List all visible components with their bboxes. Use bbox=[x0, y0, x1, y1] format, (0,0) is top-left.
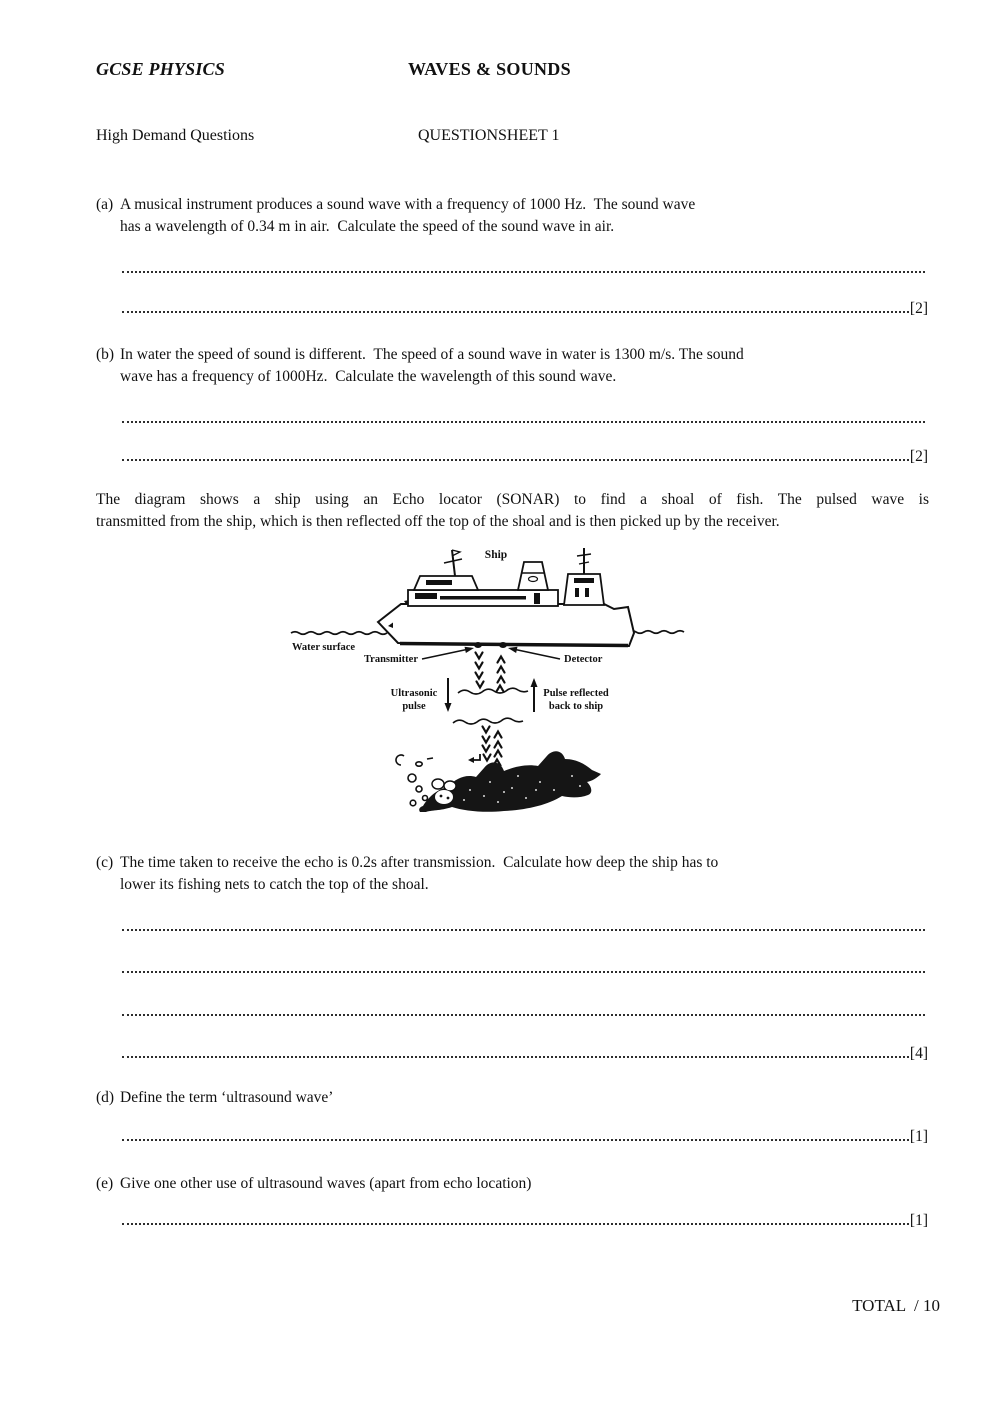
intro-text-line: The diagram shows a ship using an Echo locator (SONAR) to find a shoal of fish. The pulsed wave is bbox=[96, 491, 929, 508]
intro-text-line: transmitted from the ship, which is then reflected off the top of the shoal and is then picked up by the receiver. bbox=[96, 513, 780, 530]
detector-transducer bbox=[499, 642, 507, 648]
ship-illustration bbox=[378, 548, 634, 648]
question-b-text-line: wave has a frequency of 1000Hz. Calculate the wavelength of this sound wave. bbox=[120, 368, 617, 385]
intro-paragraph bbox=[96, 489, 929, 533]
answer-line bbox=[122, 443, 928, 465]
question-b-text-line: In water the speed of sound is different. The speed of a sound wave in water is 1300 m/s. The sound bbox=[120, 346, 744, 363]
dotted-answer-line bbox=[122, 956, 925, 973]
question-a-text-line: has a wavelength of 0.34 m in air. Calculate the speed of the sound wave in air. bbox=[120, 218, 615, 235]
detector-label: Detector bbox=[564, 654, 603, 665]
question-d-label: (d) bbox=[96, 1089, 115, 1106]
ultrasonic-pulse-label-line1: Ultrasonic bbox=[390, 688, 438, 699]
dotted-answer-line bbox=[122, 256, 925, 273]
pulse-reflected-label-line1: Pulse reflected bbox=[543, 688, 609, 699]
question-e-text-line: Give one other use of ultrasound waves (apart from echo location) bbox=[120, 1175, 532, 1192]
transmitter-transducer bbox=[474, 642, 482, 648]
ultrasonic-pulse-arrow bbox=[445, 678, 452, 712]
dotted-answer-line bbox=[122, 914, 925, 931]
marks-badge: [4] bbox=[909, 1045, 928, 1062]
dotted-answer-line bbox=[122, 296, 909, 313]
answer-line bbox=[122, 913, 925, 931]
question-a-text-line: A musical instrument produces a sound wave with a frequency of 1000 Hz. The sound wave bbox=[120, 196, 696, 213]
question-b-label: (b) bbox=[96, 346, 115, 363]
answer-line bbox=[122, 295, 928, 317]
transmitter-label: Transmitter bbox=[363, 654, 418, 665]
marks-badge: [1] bbox=[909, 1212, 928, 1229]
wave-front-lines bbox=[453, 688, 528, 724]
answer-line bbox=[122, 1207, 928, 1229]
total-marks-label: TOTAL / 10 bbox=[852, 1296, 940, 1315]
dotted-answer-line bbox=[122, 444, 909, 461]
dotted-answer-line bbox=[122, 406, 925, 423]
dotted-answer-line bbox=[122, 1041, 909, 1058]
dotted-answer-line bbox=[122, 1124, 909, 1141]
answer-line bbox=[122, 1040, 928, 1062]
questionsheet-number: QUESTIONSHEET 1 bbox=[418, 127, 560, 144]
demand-level-label: High Demand Questions bbox=[96, 127, 255, 144]
reflected-pulse-arrow bbox=[531, 678, 538, 712]
marks-badge: [1] bbox=[909, 1128, 928, 1145]
question-a-label: (a) bbox=[96, 196, 114, 213]
sheet-title: WAVES & SOUNDS bbox=[408, 59, 571, 79]
bubbles bbox=[396, 755, 433, 806]
dotted-answer-line bbox=[122, 1208, 909, 1225]
fish-shoal bbox=[419, 751, 601, 812]
question-c bbox=[96, 852, 718, 896]
question-b bbox=[96, 344, 744, 388]
pulse-reflected-label-line2: back to ship bbox=[548, 701, 604, 712]
marks-badge: [2] bbox=[909, 448, 928, 465]
answer-line bbox=[122, 998, 925, 1016]
dotted-answer-line bbox=[122, 999, 925, 1016]
question-c-label: (c) bbox=[96, 854, 114, 871]
detector-pointer-arrow bbox=[507, 645, 560, 659]
question-c-text-line: lower its fishing nets to catch the top of the shoal. bbox=[120, 876, 429, 893]
sonar-diagram bbox=[288, 546, 690, 818]
ship-label: Ship bbox=[484, 549, 508, 561]
marks-badge: [2] bbox=[909, 300, 928, 317]
question-a bbox=[96, 194, 695, 238]
returning-pulse-chevrons bbox=[497, 657, 505, 692]
course-title: GCSE PHYSICS bbox=[96, 59, 225, 79]
question-d-text-line: Define the term ‘ultrasound wave’ bbox=[120, 1089, 334, 1106]
question-e-label: (e) bbox=[96, 1175, 114, 1192]
question-d bbox=[96, 1087, 333, 1109]
transmitter-pointer-arrow bbox=[422, 645, 475, 659]
water-surface-label: Water surface bbox=[292, 642, 356, 653]
answer-line bbox=[122, 1123, 928, 1145]
answer-line bbox=[122, 405, 925, 423]
answer-line bbox=[122, 255, 925, 273]
ultrasonic-pulse-label-line2: pulse bbox=[402, 701, 426, 712]
question-e bbox=[96, 1173, 531, 1195]
answer-line bbox=[122, 955, 925, 973]
outgoing-pulse-chevrons bbox=[476, 653, 484, 688]
pulse-near-shoal-chevrons bbox=[468, 727, 502, 766]
question-c-text-line: The time taken to receive the echo is 0.2s after transmission. Calculate how deep the ship has to bbox=[120, 854, 719, 871]
